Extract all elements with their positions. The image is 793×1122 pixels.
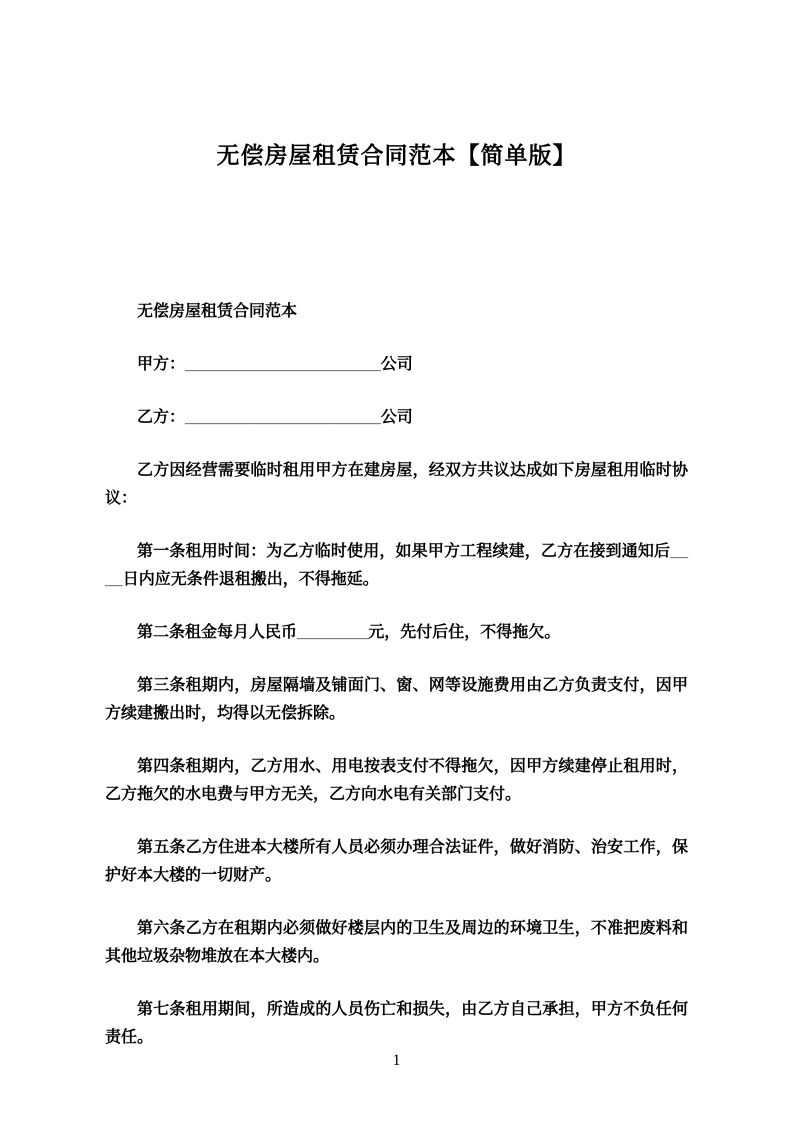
contract-subtitle: 无偿房屋租赁合同范本 bbox=[137, 303, 298, 320]
party-b-line: 乙方：______________________公司 bbox=[137, 409, 413, 426]
clause-1: 第一条租用时间：为乙方临时使用，如果甲方工程续建，乙方在接到通知后____日内应无条件退租搬出，不得拖延。 bbox=[105, 543, 688, 588]
document-body bbox=[105, 298, 688, 1052]
page-number: 1 bbox=[392, 1052, 401, 1069]
clause-2: 第二条租金每月人民币________元，先付后住，不得拖欠。 bbox=[137, 624, 561, 641]
party-a-line: 甲方：______________________公司 bbox=[137, 356, 413, 373]
clause-3: 第三条租期内，房屋隔墙及铺面门、窗、网等设施费用由乙方负责支付，因甲方续建搬出时，均得以无偿拆除。 bbox=[105, 677, 688, 722]
preamble-paragraph: 乙方因经营需要临时租用甲方在建房屋，经双方共议达成如下房屋租用临时协议： bbox=[105, 462, 688, 507]
clause-4: 第四条租期内，乙方用水、用电按表支付不得拖欠，因甲方续建停止租用时，乙方拖欠的水电费与甲方无关，乙方向水电有关部门支付。 bbox=[105, 758, 688, 803]
clause-5: 第五条乙方住进本大楼所有人员必须办理合法证件，做好消防、治安工作，保护好本大楼的一切财产。 bbox=[105, 839, 688, 884]
clause-6: 第六条乙方在租期内必须做好楼层内的卫生及周边的环境卫生，不准把废料和其他垃圾杂物堆放在本大楼内。 bbox=[105, 920, 688, 965]
clause-7: 第七条租用期间，所造成的人员伤亡和损失，由乙方自己承担，甲方不负任何责任。 bbox=[105, 1001, 688, 1046]
document-title: 无偿房屋租赁合同范本【简单版】 bbox=[216, 142, 577, 168]
